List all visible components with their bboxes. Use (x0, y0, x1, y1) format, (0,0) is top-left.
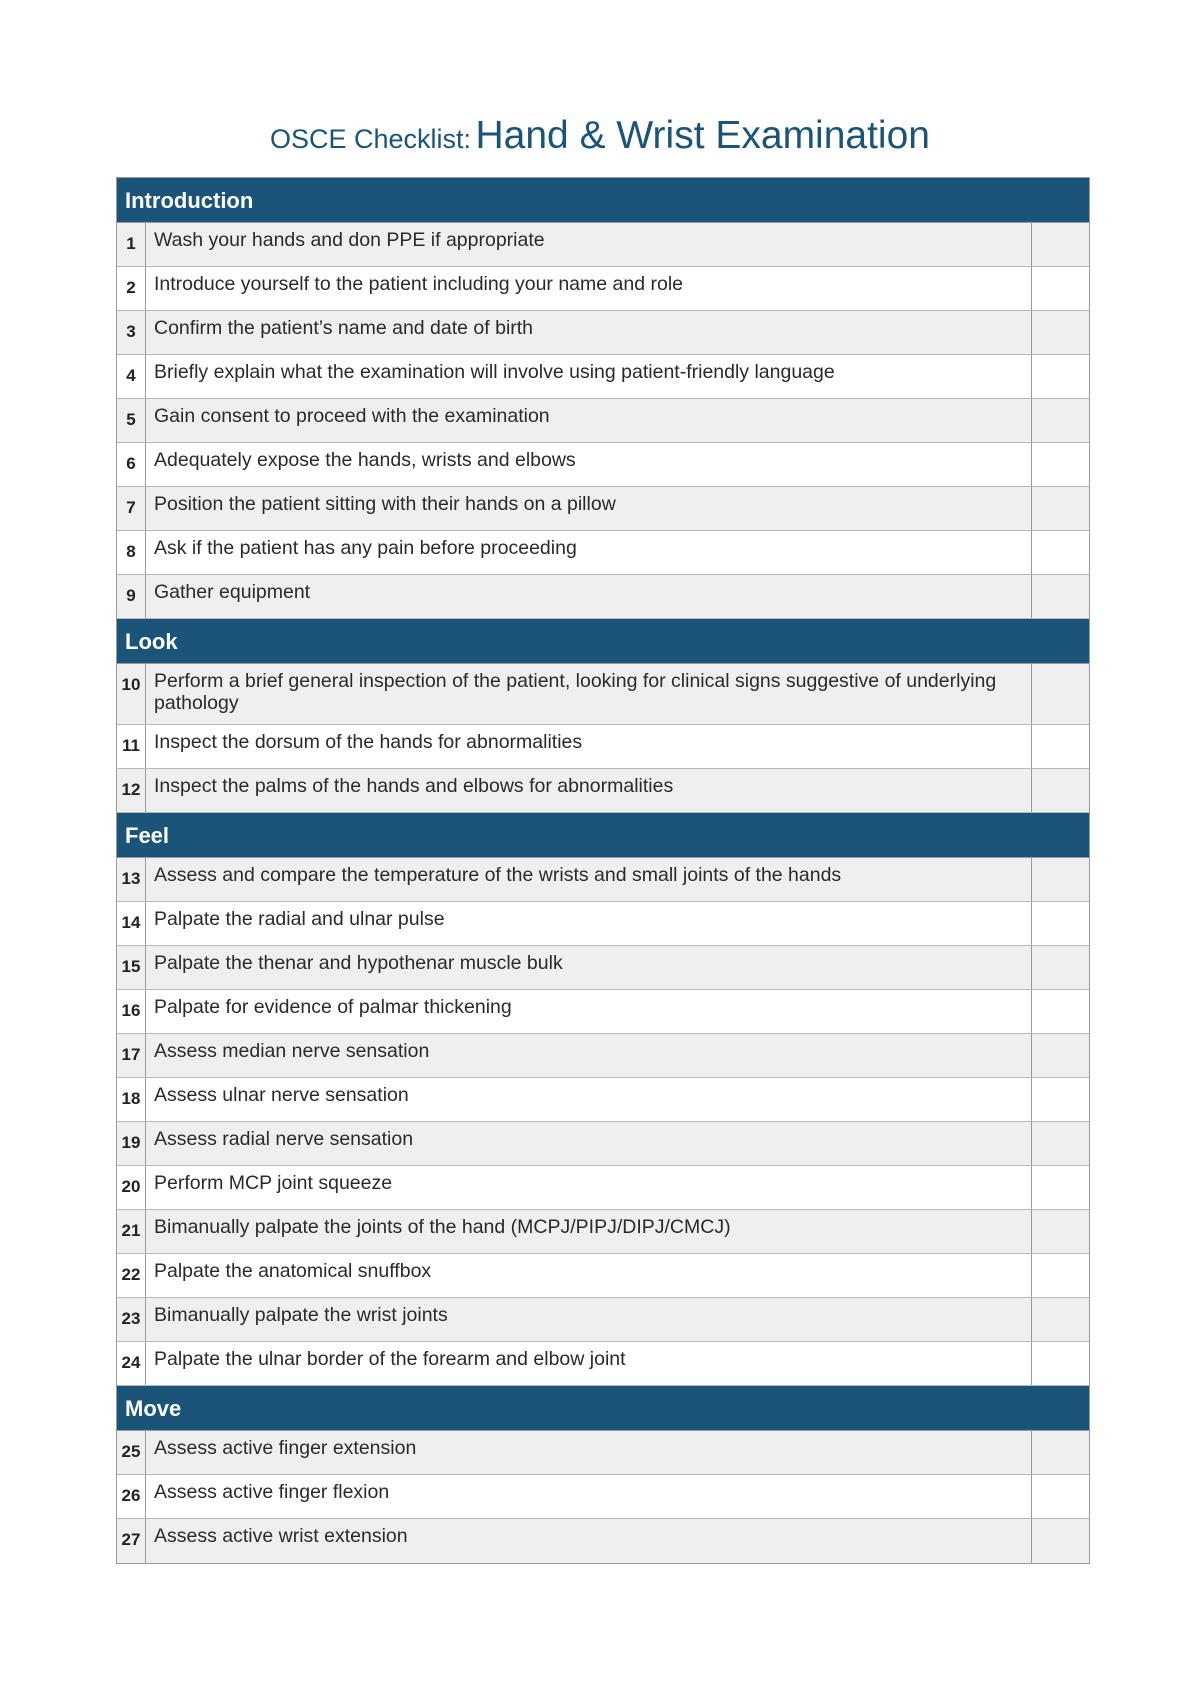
checkbox-cell[interactable] (1031, 1519, 1089, 1563)
item-number: 13 (117, 858, 146, 901)
title-main: Hand & Wrist Examination (475, 114, 930, 157)
checkbox-cell[interactable] (1031, 311, 1089, 354)
checkbox-cell[interactable] (1031, 575, 1089, 618)
item-text: Assess active wrist extension (154, 1525, 408, 1547)
item-number: 18 (117, 1078, 146, 1121)
item-number: 14 (117, 902, 146, 945)
item-number: 9 (117, 575, 146, 618)
checklist-row (117, 487, 1089, 531)
item-text: Palpate the thenar and hypothenar muscle bulk (154, 952, 563, 974)
item-number: 25 (117, 1431, 146, 1474)
checklist-row (117, 1254, 1089, 1298)
section-heading: Move (117, 1386, 1089, 1431)
checklist-row (117, 990, 1089, 1034)
checkbox-cell[interactable] (1031, 1298, 1089, 1341)
checkbox-cell[interactable] (1031, 1431, 1089, 1474)
item-number: 16 (117, 990, 146, 1033)
item-text: Adequately expose the hands, wrists and elbows (154, 449, 576, 471)
checkbox-cell[interactable] (1031, 1122, 1089, 1165)
checkbox-cell[interactable] (1031, 267, 1089, 310)
item-number: 8 (117, 531, 146, 574)
section-introduction (117, 178, 1089, 619)
checkbox-cell[interactable] (1031, 946, 1089, 989)
checkbox-cell[interactable] (1031, 725, 1089, 768)
checkbox-cell[interactable] (1031, 858, 1089, 901)
item-number: 15 (117, 946, 146, 989)
item-number: 22 (117, 1254, 146, 1297)
item-text: Gain consent to proceed with the examination (154, 405, 550, 427)
checklist-row (117, 311, 1089, 355)
checkbox-cell[interactable] (1031, 1034, 1089, 1077)
checklist-row (117, 531, 1089, 575)
checklist-row (117, 1298, 1089, 1342)
item-text: Inspect the palms of the hands and elbows for abnormalities (154, 775, 674, 797)
item-text: Confirm the patient’s name and date of birth (154, 317, 534, 339)
checklist-row (117, 1078, 1089, 1122)
item-text: Introduce yourself to the patient including your name and role (154, 273, 683, 295)
checklist-row (117, 223, 1089, 267)
item-text: Assess active finger flexion (154, 1481, 390, 1503)
section-heading: Feel (117, 813, 1089, 858)
item-text: Palpate the radial and ulnar pulse (154, 908, 445, 930)
item-number: 20 (117, 1166, 146, 1209)
item-text: Position the patient sitting with their hands on a pillow (154, 493, 616, 515)
checklist-row (117, 399, 1089, 443)
item-number: 21 (117, 1210, 146, 1253)
checkbox-cell[interactable] (1031, 1078, 1089, 1121)
item-number: 10 (117, 664, 146, 724)
item-text: Palpate the anatomical snuffbox (154, 1260, 432, 1282)
checkbox-cell[interactable] (1031, 487, 1089, 530)
checklist-row (117, 1210, 1089, 1254)
checklist-row (117, 575, 1089, 619)
item-text: Wash your hands and don PPE if appropriate (154, 229, 545, 251)
item-number: 2 (117, 267, 146, 310)
checkbox-cell[interactable] (1031, 1166, 1089, 1209)
item-text: Assess radial nerve sensation (154, 1128, 414, 1150)
item-text: Briefly explain what the examination will involve using patient-friendly language (154, 361, 835, 383)
checkbox-cell[interactable] (1031, 990, 1089, 1033)
checklist-row (117, 725, 1089, 769)
title-prefix: OSCE Checklist: (270, 124, 472, 154)
checklist-row (117, 769, 1089, 813)
item-text: Assess active finger extension (154, 1437, 417, 1459)
checklist-row (117, 443, 1089, 487)
item-text: Palpate the ulnar border of the forearm and elbow joint (154, 1348, 626, 1370)
checkbox-cell[interactable] (1031, 355, 1089, 398)
item-text: Gather equipment (154, 581, 311, 603)
item-number: 1 (117, 223, 146, 266)
item-number: 26 (117, 1475, 146, 1518)
checkbox-cell[interactable] (1031, 1210, 1089, 1253)
section-heading: Look (117, 619, 1089, 664)
checklist-row (117, 664, 1089, 725)
checklist-row (117, 1519, 1089, 1563)
checkbox-cell[interactable] (1031, 399, 1089, 442)
item-number: 12 (117, 769, 146, 812)
item-number: 6 (117, 443, 146, 486)
item-number: 4 (117, 355, 146, 398)
checkbox-cell[interactable] (1031, 1342, 1089, 1385)
item-number: 7 (117, 487, 146, 530)
checkbox-cell[interactable] (1031, 223, 1089, 266)
checklist-row (117, 1475, 1089, 1519)
page-title (0, 114, 1200, 158)
item-text: Inspect the dorsum of the hands for abnormalities (154, 731, 583, 753)
checklist-row (117, 355, 1089, 399)
section-look (117, 619, 1089, 813)
checklist-row (117, 858, 1089, 902)
item-text: Bimanually palpate the wrist joints (154, 1304, 448, 1326)
item-number: 27 (117, 1519, 146, 1563)
checklist-row (117, 902, 1089, 946)
section-move (117, 1386, 1089, 1563)
item-text: Bimanually palpate the joints of the hand (MCPJ/PIPJ/DIPJ/CMCJ) (154, 1216, 731, 1238)
item-number: 23 (117, 1298, 146, 1341)
checkbox-cell[interactable] (1031, 531, 1089, 574)
item-text: Assess and compare the temperature of the wrists and small joints of the hands (154, 864, 842, 886)
checklist-row (117, 267, 1089, 311)
checklist-row (117, 1122, 1089, 1166)
section-feel (117, 813, 1089, 1386)
checkbox-cell[interactable] (1031, 902, 1089, 945)
item-number: 19 (117, 1122, 146, 1165)
checklist-row (117, 1034, 1089, 1078)
item-number: 17 (117, 1034, 146, 1077)
item-text: Assess ulnar nerve sensation (154, 1084, 409, 1106)
checkbox-cell[interactable] (1031, 1475, 1089, 1518)
item-number: 5 (117, 399, 146, 442)
checkbox-cell[interactable] (1031, 664, 1089, 724)
checklist-row (117, 1431, 1089, 1475)
checkbox-cell[interactable] (1031, 769, 1089, 812)
item-text: Perform a brief general inspection of the patient, looking for clinical signs suggestive of underlying pathology (154, 670, 997, 714)
checklist-row (117, 1342, 1089, 1386)
item-number: 11 (117, 725, 146, 768)
checklist-table (116, 177, 1090, 1564)
item-number: 24 (117, 1342, 146, 1385)
checklist-row (117, 946, 1089, 990)
item-text: Ask if the patient has any pain before proceeding (154, 537, 577, 559)
item-text: Perform MCP joint squeeze (154, 1172, 393, 1194)
item-text: Assess median nerve sensation (154, 1040, 430, 1062)
section-heading: Introduction (117, 178, 1089, 223)
checkbox-cell[interactable] (1031, 443, 1089, 486)
item-text: Palpate for evidence of palmar thickening (154, 996, 512, 1018)
checklist-row (117, 1166, 1089, 1210)
item-number: 3 (117, 311, 146, 354)
checkbox-cell[interactable] (1031, 1254, 1089, 1297)
